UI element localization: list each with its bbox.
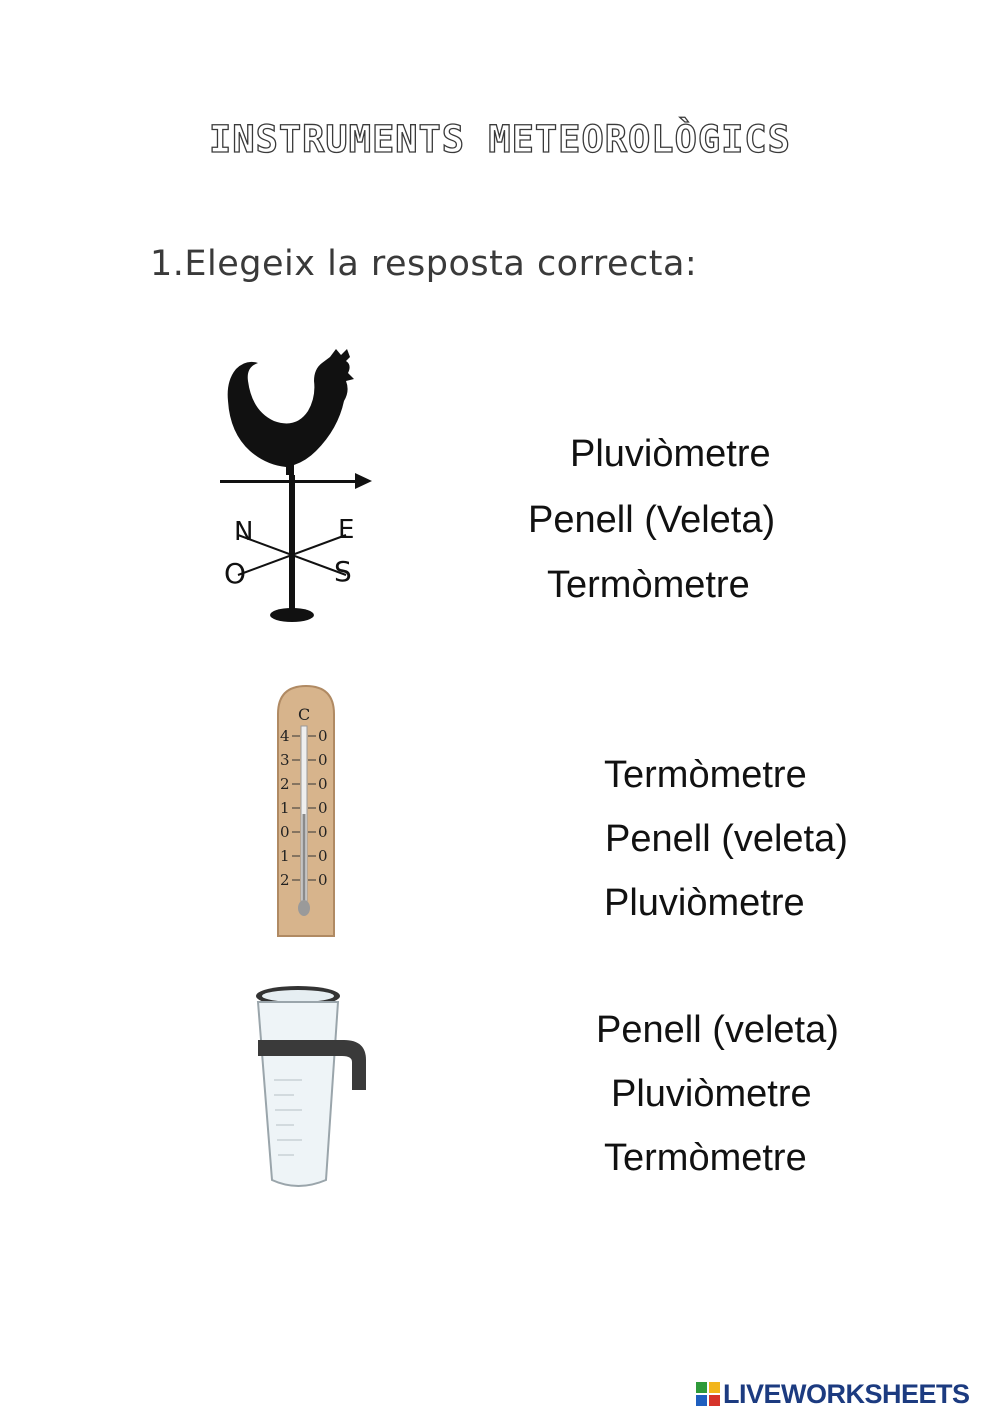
- q2-option-3[interactable]: Pluviòmetre: [604, 882, 805, 924]
- compass-n: N: [234, 517, 254, 547]
- scale-left-label: 2: [280, 775, 290, 793]
- scale-right-label: 0: [318, 823, 328, 841]
- scale-right-label: 0: [318, 727, 328, 745]
- scale-right-label: 0: [318, 871, 328, 889]
- scale-right-label: 0: [318, 751, 328, 769]
- gauge-body: [258, 1002, 338, 1186]
- scale-left-label: 3: [280, 751, 290, 769]
- q3-option-3[interactable]: Termòmetre: [604, 1137, 807, 1179]
- vane-rod: [289, 475, 295, 615]
- scale-left-label: 2: [280, 871, 290, 889]
- thermometer-liquid: [303, 814, 306, 902]
- q1-option-3[interactable]: Termòmetre: [547, 564, 750, 606]
- thermometer-unit: C: [298, 705, 311, 724]
- rooster-silhouette: [228, 349, 354, 475]
- compass-s: S: [334, 555, 352, 588]
- thermometer-bulb: [298, 900, 310, 916]
- instruction: [150, 244, 697, 284]
- brand-name: LIVEWORKSHEETS: [723, 1378, 970, 1409]
- q2-option-1[interactable]: Termòmetre: [604, 754, 807, 796]
- scale-right-label: 0: [318, 775, 328, 793]
- vane-base: [270, 608, 314, 622]
- q1-option-2[interactable]: Penell (Veleta): [528, 499, 776, 541]
- scale-left-label: 1: [280, 799, 290, 817]
- scale-right-label: 0: [318, 847, 328, 865]
- page-title: INSTRUMENTS METEOROLÒGICS: [209, 118, 791, 161]
- vane-arrowhead: [355, 473, 372, 489]
- scale-left-label: 4: [280, 727, 290, 745]
- gauge-opening: [262, 990, 334, 1002]
- vane-arrow: [220, 480, 360, 483]
- q3-option-1[interactable]: Penell (veleta): [596, 1009, 839, 1051]
- q3-option-2[interactable]: Pluviòmetre: [611, 1073, 812, 1115]
- scale-left-label: 1: [280, 847, 290, 865]
- scale-left-label: 0: [280, 823, 290, 841]
- thermometer-image: [274, 684, 338, 940]
- liveworksheets-brand[interactable]: [696, 1378, 970, 1410]
- q2-option-2[interactable]: Penell (veleta): [605, 818, 848, 860]
- instruction-number: 1.: [150, 244, 185, 284]
- rain-gauge-image: [244, 980, 372, 1200]
- compass-o: O: [224, 557, 247, 590]
- liveworksheets-logo-icon: [696, 1382, 720, 1406]
- compass-e: E: [338, 515, 355, 545]
- instruction-text: Elegeix la resposta correcta:: [184, 244, 698, 284]
- scale-right-label: 0: [318, 799, 328, 817]
- weather-vane-image: [210, 345, 380, 630]
- q1-option-1[interactable]: Pluviòmetre: [570, 433, 771, 475]
